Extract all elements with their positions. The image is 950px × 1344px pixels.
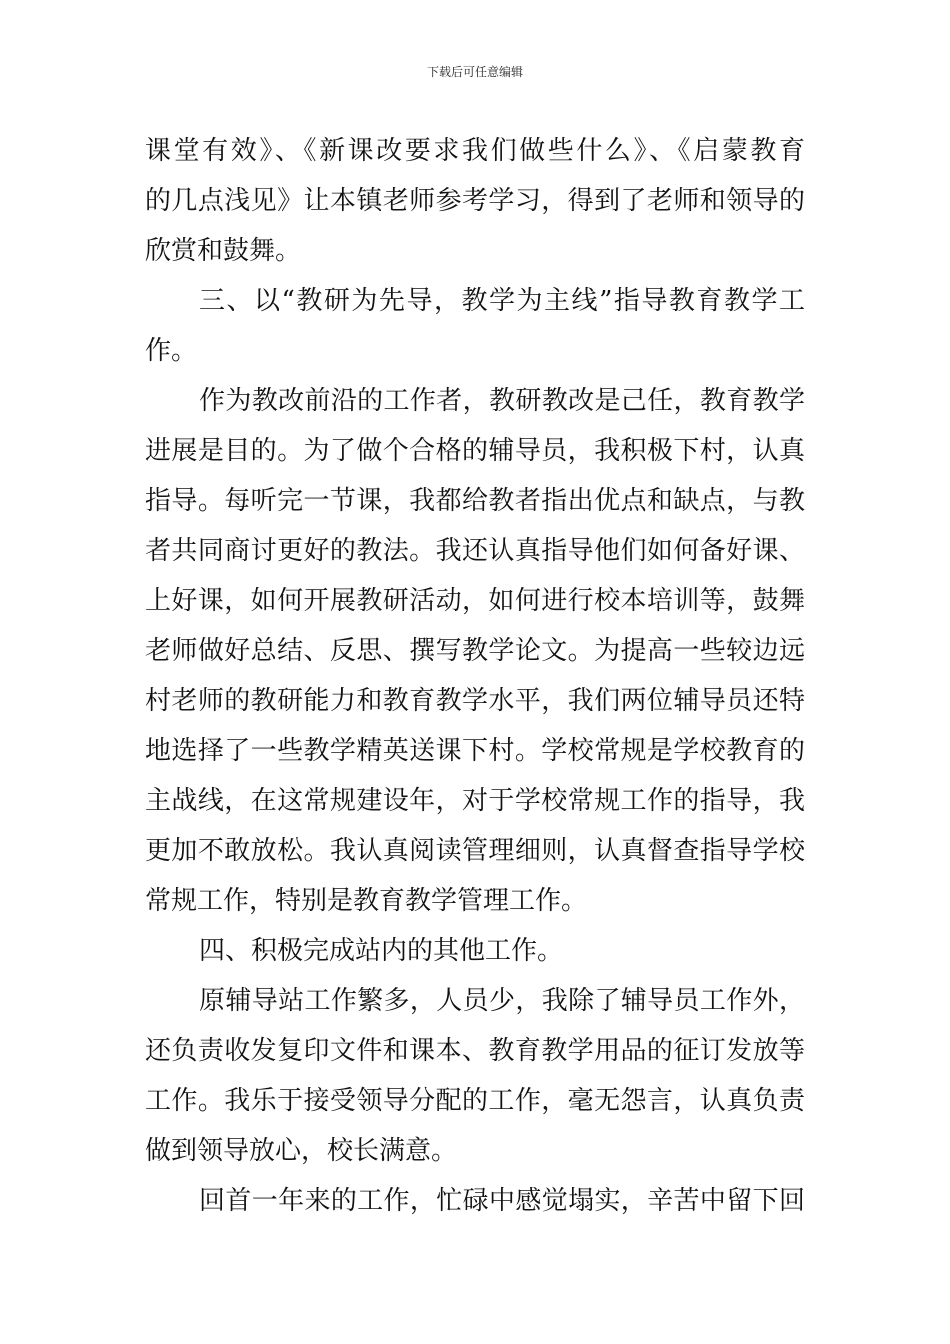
text-line: 欣赏和鼓舞。 <box>145 236 302 266</box>
section-heading-line: 三、以“教研为先导，教学为主线”指导教育教学工 <box>199 286 805 316</box>
text-line: 原辅导站工作繁多，人员少，我除了辅导员工作外， <box>199 986 805 1016</box>
text-line: 老师做好总结、反思、撰写教学论文。为提高一些较边远 <box>145 636 805 666</box>
text-line: 的几点浅见》让本镇老师参考学习，得到了老师和领导的 <box>145 186 805 216</box>
text-line: 地选择了一些教学精英送课下村。学校常规是学校教育的 <box>145 736 805 766</box>
body-text <box>145 126 805 1226</box>
section-heading-line: 作。 <box>145 336 198 366</box>
text-line: 作为教改前沿的工作者，教研教改是己任，教育教学 <box>199 386 805 416</box>
text-line: 做到领导放心，校长满意。 <box>145 1136 458 1166</box>
text-line: 更加不敢放松。我认真阅读管理细则，认真督查指导学校 <box>145 836 805 866</box>
text-line: 上好课，如何开展教研活动，如何进行校本培训等，鼓舞 <box>145 586 805 616</box>
text-line: 常规工作，特别是教育教学管理工作。 <box>145 886 588 916</box>
text-line: 还负责收发复印文件和课本、教育教学用品的征订发放等 <box>145 1036 805 1066</box>
text-line: 村老师的教研能力和教育教学水平，我们两位辅导员还特 <box>145 686 805 716</box>
text-line: 课堂有效》、《新课改要求我们做些什么》、《启蒙教育 <box>145 136 805 166</box>
section-heading-line: 四、积极完成站内的其他工作。 <box>199 936 564 966</box>
text-line: 者共同商讨更好的教法。我还认真指导他们如何备好课、 <box>145 536 805 566</box>
text-line: 工作。我乐于接受领导分配的工作，毫无怨言，认真负责 <box>145 1086 805 1116</box>
text-line: 回首一年来的工作，忙碌中感觉塌实，辛苦中留下回 <box>199 1186 805 1216</box>
page-header: 下载后可任意编辑 <box>426 65 523 79</box>
text-line: 指导。每听完一节课，我都给教者指出优点和缺点，与教 <box>145 486 805 516</box>
text-line: 进展是目的。为了做个合格的辅导员，我积极下村，认真 <box>145 436 805 466</box>
text-line: 主战线，在这常规建设年，对于学校常规工作的指导，我 <box>145 786 805 816</box>
